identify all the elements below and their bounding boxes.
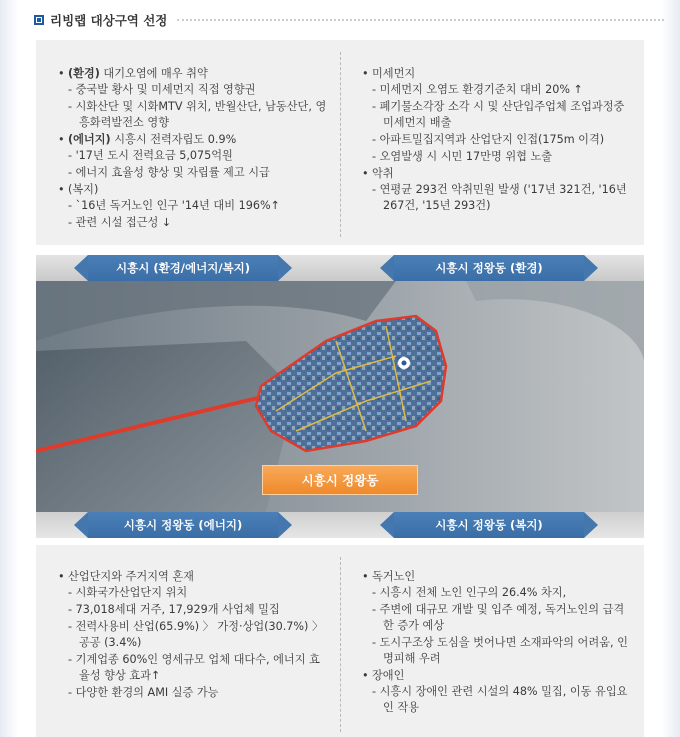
top-info-panel [36,40,644,245]
top-left-column [58,66,328,232]
sub-item: - 도시구조상 도심을 벗어나면 소재파악의 어려움, 인명피해 우려 [372,636,628,665]
list-item: • 장애인 - 시흥시 장애인 관련 시설의 48% 밀집, 이동 유입요인 작용 [362,668,634,716]
label-top-left: 시흥시 (환경/에너지/복지) [88,255,278,281]
sub-item: - 오염발생 시 시민 17만명 위협 노출 [372,150,553,163]
sub-item: - 시흥시 장애인 관련 시설의 48% 밀집, 이동 유입요인 작용 [372,685,628,714]
list-item: • 산업단지와 주거지역 혼재 - 시화국가산업단지 위치 - 73,018세대 거주, 17,929개 사업체 밀집 - 전력사용비 산업(65.9%) 〉 가정·상업(30.7%) 〉 공공 (3.4%) - 기계업종 60%인 영세규모 업체 대다수, 에너지 효율성 향상 효과↑ - 다양한 환경의 AMI 실증 가능 [58,569,328,701]
panel-divider [340,52,341,237]
sub-item: - 시화산단 및 시화MTV 위치, 반월산단, 남동산단, 영흥화력발전소 영향 [68,100,327,129]
bottom-right-column [362,569,634,717]
list-item: • (에너지) 시흥시 전력자립도 0.9% - '17년 도시 전력요금 5,075억원 - 에너지 효율성 향상 및 자립률 제고 시급 [58,132,328,181]
top-right-column [362,66,634,215]
sub-item: - 주변에 대규모 개발 및 입주 예정, 독거노인의 급격한 증가 예상 [372,603,625,632]
list-item: • 미세먼지 - 미세먼지 오염도 환경기준치 대비 20% ↑ - 폐기물소각장 소각 시 및 산단입주업체 조업과정중 미세먼지 배출 - 아파트밀집지역과 산업단지 인접(175m 이격) - 오염발생 시 시민 17만명 위협 노출 [362,66,634,165]
sub-item: - 73,018세대 거주, 17,929개 사업체 밀집 [68,603,280,616]
sub-item: - 폐기물소각장 소각 시 및 산단입주업체 조업과정중 미세먼지 배출 [372,100,625,129]
list-item: • (환경) 대기오염에 매우 취약 - 중국발 황사 및 미세먼지 직접 영향권 - 시화산단 및 시화MTV 위치, 반월산단, 남동산단, 영흥화력발전소 영향 [58,67,327,129]
sub-item: - 아파트밀집지역과 산업단지 인접(175m 이격) [372,133,605,146]
list-item: • (복지) - `16년 독거노인 인구 '14년 대비 196%↑ - 관련 시설 접근성 ↓ [58,182,328,231]
bottom-info-panel [36,545,644,737]
sub-item: - 관련 시설 접근성 ↓ [68,216,172,229]
sub-item: - 에너지 효율성 향상 및 자립률 제고 시급 [68,166,270,179]
section-title: 리빙랩 대상구역 선정 [50,13,168,28]
label-bottom-right: 시흥시 정왕동 (복지) [394,512,584,538]
panel-divider [340,557,341,732]
sub-item: - 기계업종 60%인 영세규모 업체 대다수, 에너지 효율성 향상 효과↑ [68,653,320,682]
section-header [34,8,664,32]
sea-area [36,341,296,512]
square-bullet-icon [34,15,44,25]
sub-item: - '17년 도시 전력요금 5,075억원 [68,149,233,162]
label-top-right: 시흥시 정왕동 (환경) [394,255,584,281]
left-edge-decoration [0,0,18,737]
list-item: • 악취 - 연평균 293건 악취민원 발생 ('17년 321건, '16년 267건, '15년 293건) [362,166,634,214]
sub-item: - 시화국가산업단지 위치 [68,586,188,599]
sub-item: - 미세먼지 오염도 환경기준치 대비 20% ↑ [372,83,583,96]
header-dotted-rule [177,19,664,21]
sub-item: - 시흥시 전체 노인 인구의 26.4% 차지, [372,586,567,599]
sub-item: - 다양한 환경의 AMI 실증 가능 [68,686,219,699]
right-edge-decoration [662,0,680,737]
sub-item: - 연평균 293건 악취민원 발생 ('17년 321건, '16년 267건, '15년 293건) [372,183,627,212]
bottom-left-column [58,569,328,702]
sub-item: - `16년 독거노인 인구 '14년 대비 196%↑ [68,199,280,212]
label-bottom-left: 시흥시 정왕동 (에너지) [88,512,278,538]
sub-item: - 전력사용비 산업(65.9%) 〉 가정·상업(30.7%) 〉 공공 (3.4%) [68,620,324,649]
label-center: 시흥시 정왕동 [262,465,418,495]
list-item: • 독거노인 - 시흥시 전체 노인 인구의 26.4% 차지, - 주변에 대규모 개발 및 입주 예정, 독거노인의 급격한 증가 예상 - 도시구조상 도심을 벗어나면 소재파악의 어려움, 인명피해 우려 [362,569,634,667]
sub-item: - 중국발 황사 및 미세먼지 직접 영향권 [68,83,256,96]
